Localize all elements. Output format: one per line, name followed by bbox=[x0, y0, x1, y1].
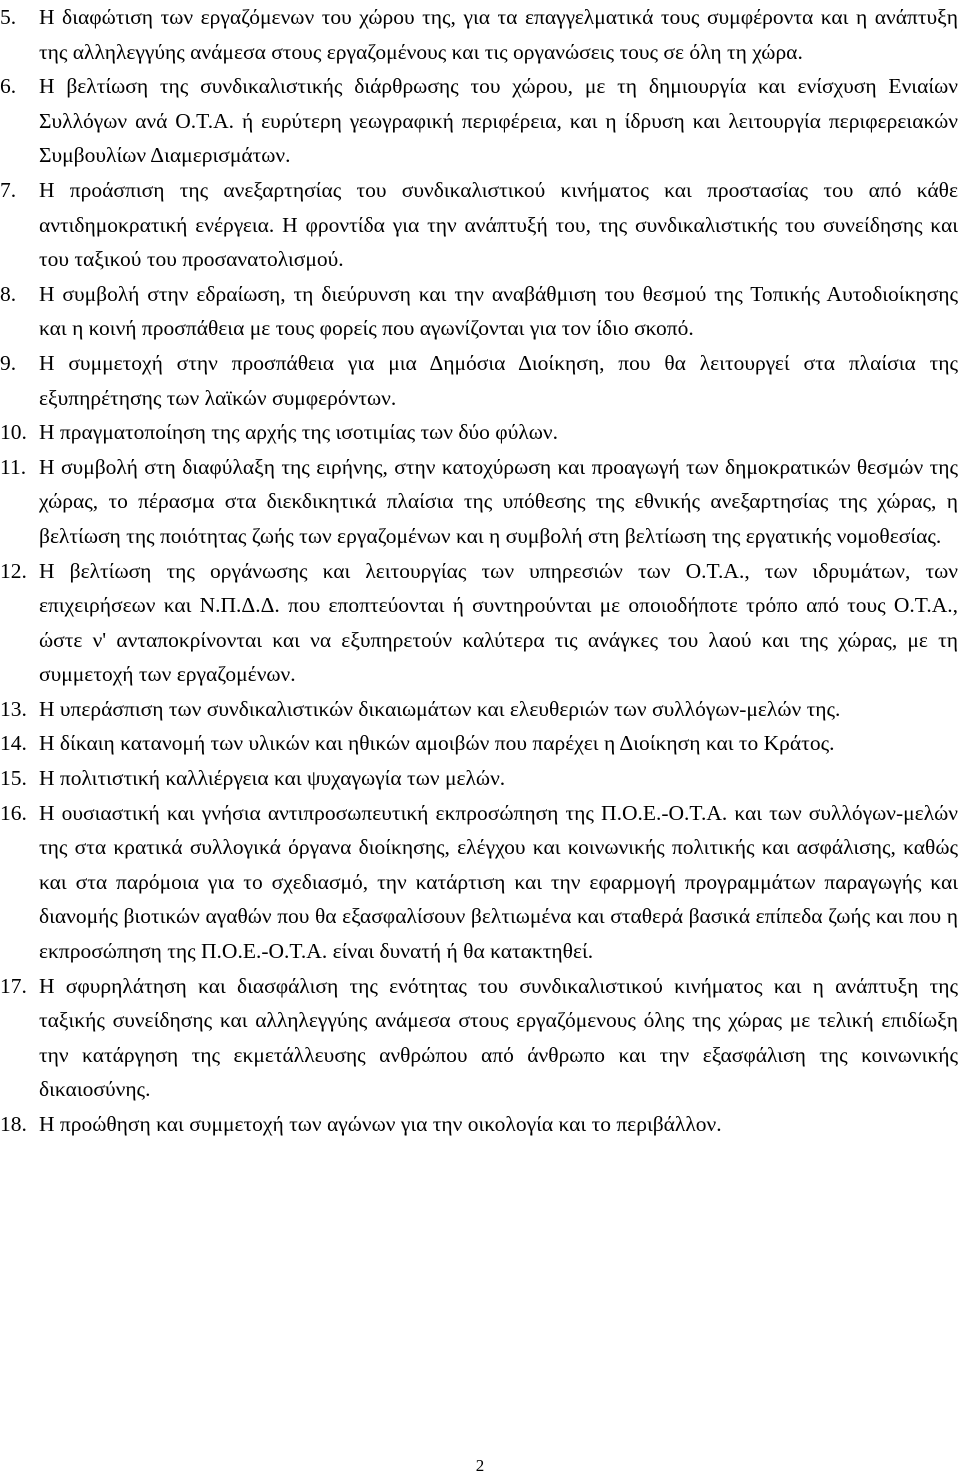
item-text: Η βελτίωση της συνδικαλιστικής διάρθρωσης του χώρου, με τη δημιουργία και ενίσχυση Ενιαίων Συλλόγων ανά Ο.Τ.Α. ή ευρύτερη γεωγραφική περιφέρεια, και η ίδρυση και λειτουργία περιφερειακών Συμβουλίων Διαμερισμάτων. bbox=[39, 74, 958, 168]
item-text: Η πραγματοποίηση της αρχής της ισοτιμίας των δύο φύλων. bbox=[39, 420, 559, 445]
list-item bbox=[0, 277, 958, 346]
item-number: 11. bbox=[0, 454, 27, 479]
item-text: Η διαφώτιση των εργαζόμενων του χώρου της, για τα επαγγελματικά τους συμφέροντα και η ανάπτυξη της αλληλεγγύης ανάμεσα στους εργαζομένους και τις οργανώσεις τους σε όλη τη χώρα. bbox=[39, 5, 958, 64]
item-number: 13. bbox=[0, 696, 27, 721]
list-item bbox=[0, 173, 958, 277]
item-number: 12. bbox=[0, 558, 27, 583]
item-number: 6. bbox=[0, 74, 17, 99]
item-text: Η συμβολή στη διαφύλαξη της ειρήνης, στην κατοχύρωση και προαγωγή των δημοκρατικών θεσμών της χώρας, το πέρασμα στα διεκδικητικά πλαίσια της υπόθεσης της εθνικής ανεξαρτησίας της χώρας, η βελτίωση της ποιότητας ζωής των εργαζομένων και η συμβολή στη βελτίωση της εργατικής νομοθεσίας. bbox=[39, 454, 958, 548]
list-item bbox=[0, 69, 958, 173]
list-item bbox=[0, 0, 958, 69]
item-text: Η βελτίωση της οργάνωσης και λειτουργίας των υπηρεσιών των Ο.Τ.Α., των ιδρυμάτων, των επιχειρήσεων και Ν.Π.Δ.Δ. που εποπτεύονται ή συντηρούνται με οποιοδήποτε τρόπο από τους Ο.Τ.Α., ώστε ν' ανταποκρίνονται και να εξυπηρετούν καλύτερα τις ανάγκες του λαού και της χώρας, με τη συμμετοχή των εργαζομένων. bbox=[39, 558, 958, 687]
page-number: 2 bbox=[475, 1456, 485, 1475]
item-number: 17. bbox=[0, 973, 27, 998]
list-item bbox=[0, 554, 958, 692]
item-number: 10. bbox=[0, 420, 27, 445]
item-number: 14. bbox=[0, 731, 27, 756]
item-text: Η σφυρηλάτηση και διασφάλιση της ενότητας του συνδικαλιστικού κινήματος και η ανάπτυξη της ταξικής συνείδησης και αλληλεγγύης ανάμεσα στους εργαζόμενους όλης της χώρας με τελική επιδίωξη την κατάργηση της εκμετάλλευσης ανθρώπου από άνθρωπο και την εξασφάλιση της κοινωνικής δικαιοσύνης. bbox=[39, 973, 958, 1102]
item-text: Η δίκαιη κατανομή των υλικών και ηθικών αμοιβών που παρέχει η Διοίκηση και το Κράτος. bbox=[39, 731, 835, 756]
list-item bbox=[0, 796, 958, 969]
list-item bbox=[0, 969, 958, 1107]
list-item bbox=[0, 761, 958, 796]
item-number: 18. bbox=[0, 1112, 27, 1136]
item-number: 15. bbox=[0, 766, 27, 791]
item-text: Η συμμετοχή στην προσπάθεια για μια Δημόσια Διοίκηση, που θα λειτουργεί στα πλαίσια της εξυπηρέτησης των λαϊκών συμφερόντων. bbox=[39, 350, 958, 410]
item-text: Η συμβολή στην εδραίωση, τη διεύρυνση και την αναβάθμιση του θεσμού της Τοπικής Αυτοδιοίκησης και η κοινή προσπάθεια με τους φορείς που αγωνίζονται για τον ίδιο σκοπό. bbox=[39, 281, 958, 341]
list-item bbox=[0, 415, 958, 450]
item-text: Η ουσιαστική και γνήσια αντιπροσωπευτική εκπροσώπηση της Π.Ο.Ε.-Ο.Τ.Α. και των συλλόγων-μελών της στα κρατικά συλλογικά όργανα διοίκησης, ελέγχου και κοινωνικής πολιτικής και ασφάλισης, καθώς και στα παρόμοια για το σχεδιασμό, την κατάρτιση και την εφαρμογή προγραμμάτων παραγωγής και διανομής βιοτικών αγαθών που θα εξασφαλίσουν βελτιωμένα και σταθερά βασικά επίπεδα ζωής και που η εκπροσώπηση της Π.Ο.Ε.-Ο.Τ.Α. είναι δυνατή ή θα κατακτηθεί. bbox=[39, 800, 958, 964]
item-number: 5. bbox=[0, 5, 17, 29]
list-item bbox=[0, 346, 958, 415]
list-item bbox=[0, 450, 958, 554]
item-number: 8. bbox=[0, 281, 17, 306]
list-item bbox=[0, 726, 958, 761]
item-number: 9. bbox=[0, 350, 17, 375]
item-text: Η προώθηση και συμμετοχή των αγώνων για την οικολογία και το περιβάλλον. bbox=[39, 1112, 722, 1136]
list-item bbox=[0, 1107, 958, 1142]
item-number: 7. bbox=[0, 177, 17, 202]
item-number: 16. bbox=[0, 800, 27, 825]
item-text: Η πολιτιστική καλλιέργεια και ψυχαγωγία των μελών. bbox=[39, 766, 506, 791]
item-text: Η υπεράσπιση των συνδικαλιστικών δικαιωμάτων και ελευθεριών των συλλόγων-μελών της. bbox=[39, 696, 841, 721]
item-text: Η προάσπιση της ανεξαρτησίας του συνδικαλιστικού κινήματος και προστασίας του από κάθε αντιδημοκρατική ενέργεια. Η φροντίδα για την ανάπτυξή του, της συνδικαλιστικής του συνείδησης και του ταξικού του προσανατολισμού. bbox=[39, 177, 958, 272]
list-item bbox=[0, 692, 958, 727]
